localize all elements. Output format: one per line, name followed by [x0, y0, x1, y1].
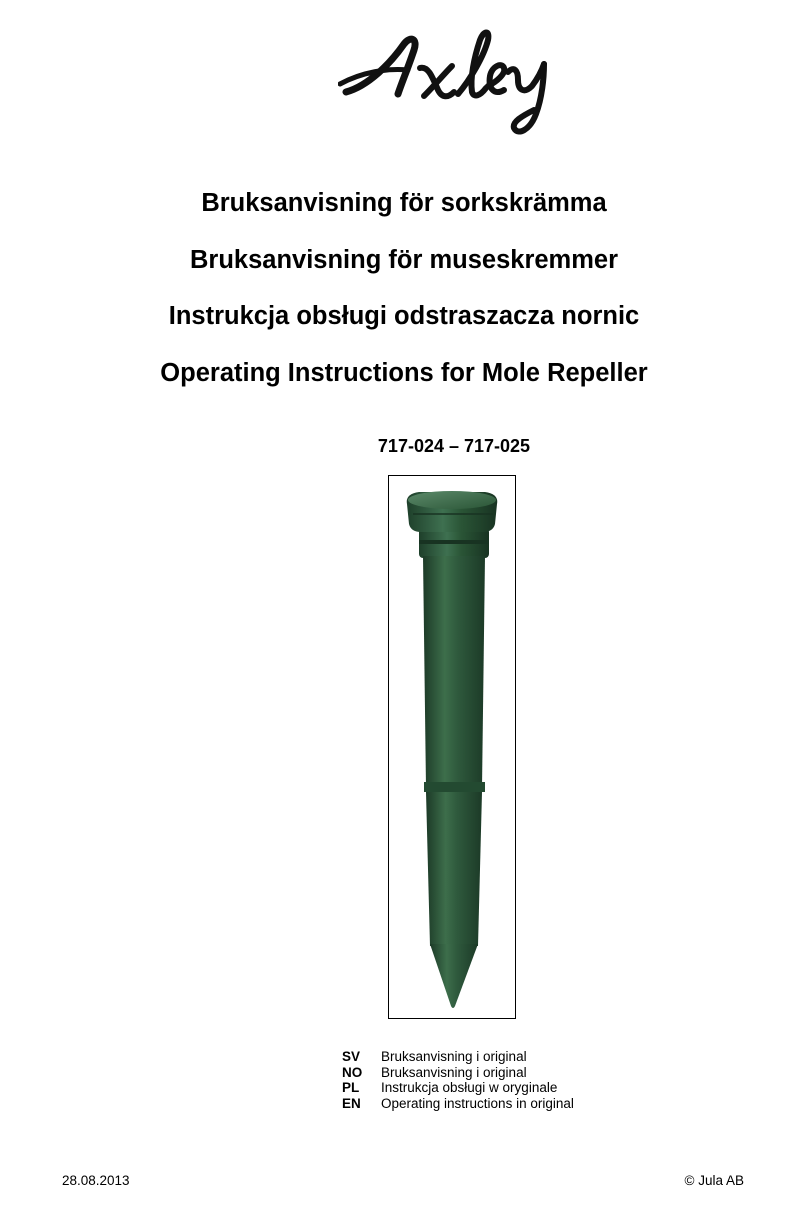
- mole-repeller-product-icon: [389, 476, 514, 1017]
- footer-date: 28.08.2013: [62, 1173, 130, 1188]
- axley-logo-icon: [338, 18, 570, 142]
- language-code: PL: [342, 1080, 360, 1095]
- language-row-pl: [342, 1080, 574, 1096]
- language-text: Bruksanvisning i original: [381, 1049, 527, 1064]
- product-image-frame: [388, 475, 516, 1019]
- language-text: Bruksanvisning i original: [381, 1064, 527, 1080]
- footer-copyright: © Jula AB: [684, 1173, 744, 1188]
- language-code: EN: [342, 1095, 361, 1111]
- title-swedish: Bruksanvisning för sorkskrämma: [201, 189, 607, 217]
- language-code: SV: [342, 1049, 361, 1064]
- title-polish: Instrukcja obsługi odstraszacza nornic: [168, 302, 640, 330]
- language-row-sv: [342, 1049, 574, 1065]
- language-code: NO: [342, 1064, 363, 1080]
- language-text: Operating instructions in original: [381, 1095, 574, 1111]
- title-block: [0, 186, 808, 412]
- title-english: Operating Instructions for Mole Repeller: [160, 358, 648, 387]
- axley-logo: [338, 18, 570, 142]
- model-number: 717-024 – 717-025: [377, 436, 531, 456]
- title-norwegian: Bruksanvisning för museskremmer: [190, 245, 618, 274]
- language-text: Instrukcja obsługi w oryginale: [381, 1080, 558, 1095]
- language-row-no: [342, 1065, 574, 1081]
- language-row-en: [342, 1096, 574, 1112]
- language-list: [342, 1049, 574, 1111]
